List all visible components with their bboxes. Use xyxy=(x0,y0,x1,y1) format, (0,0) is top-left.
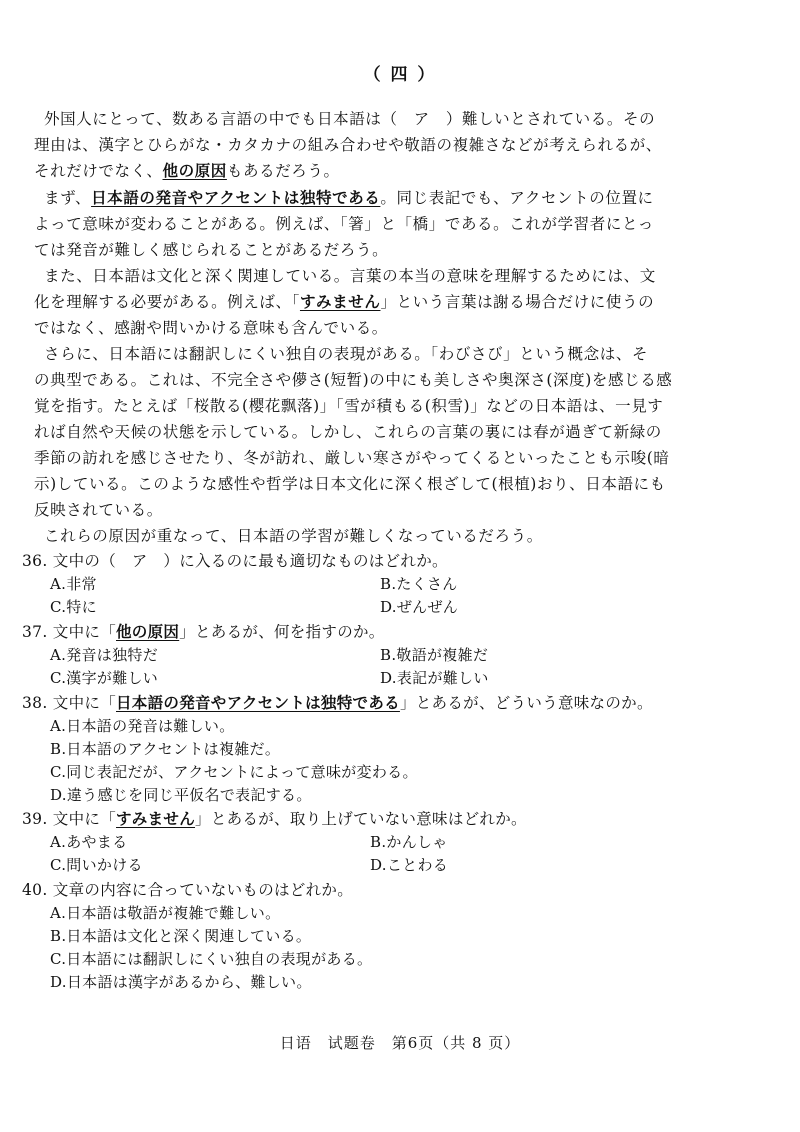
passage-line: 季節の訪れを感じさせたり、冬が訪れ、厳しい寒さがやってくるといったことも示唆(暗 xyxy=(34,449,670,467)
underlined-phrase: 他の原因 xyxy=(116,622,180,641)
passage-line: ては発音が難しく感じられることがあるだろう。 xyxy=(34,241,389,259)
option-39-a[interactable]: A.あやまる xyxy=(50,833,128,851)
option-38-d[interactable]: D.違う感じを同じ平仮名で表記する。 xyxy=(50,786,312,804)
question-40: 40. 文章の内容に合っていないものはどれか。 xyxy=(22,881,353,899)
passage-line: これらの原因が重なって、日本語の学習が難しくなっているだろう。 xyxy=(44,527,543,545)
option-38-c[interactable]: C.同じ表記だが、アクセントによって意味が変わる。 xyxy=(50,763,418,781)
passage-line: 反映されている。 xyxy=(34,501,163,519)
option-39-c[interactable]: C.問いかける xyxy=(50,856,143,874)
underlined-phrase: 日本語の発音やアクセントは独特である xyxy=(91,188,381,207)
passage-line: また、日本語は文化と深く関連している。言葉の本当の意味を理解するためには、文 xyxy=(44,267,656,285)
option-40-a[interactable]: A.日本語は敬語が複雑で難しい。 xyxy=(50,904,281,922)
option-40-d[interactable]: D.日本語は漢字があるから、難しい。 xyxy=(50,973,312,991)
underlined-phrase: すみません xyxy=(299,292,381,311)
underlined-phrase: 日本語の発音やアクセントは独特である xyxy=(116,693,400,712)
passage-line: 示)している。このような感性や哲学は日本文化に深く根ざして(根植)おり、日本語にも xyxy=(34,475,666,493)
option-37-a[interactable]: A.発音は独特だ xyxy=(50,646,159,664)
passage-line: それだけでなく、他の原因もあるだろう。 xyxy=(34,161,340,180)
question-39: 39. 文中に「すみません」とあるが、取り上げていない意味はどれか。 xyxy=(22,809,527,828)
option-37-d[interactable]: D.表記が難しい xyxy=(380,669,489,687)
underlined-phrase: 他の原因 xyxy=(162,161,227,180)
option-36-d[interactable]: D.ぜんぜん xyxy=(380,598,459,616)
passage-line: まず、日本語の発音やアクセントは独特である。同じ表記でも、アクセントの位置に xyxy=(44,188,654,207)
option-36-b[interactable]: B.たくさん xyxy=(380,575,458,593)
question-37: 37. 文中に「他の原因」とあるが、何を指すのか。 xyxy=(22,622,385,641)
underlined-phrase: すみません xyxy=(116,809,196,828)
passage-line: よって意味が変わることがある。例えば、「箸」と「橋」である。これが学習者にとっ xyxy=(34,215,654,233)
option-36-c[interactable]: C.特に xyxy=(50,598,97,616)
option-38-b[interactable]: B.日本語のアクセントは複雑だ。 xyxy=(50,740,281,758)
question-38: 38. 文中に「日本語の発音やアクセントは独特である」とあるが、どういう意味なのか。 xyxy=(22,693,653,712)
passage-line: 覚を指す。たとえば「桜散る(樱花飘落)」「雪が積もる(积雪)」などの日本語は、一見す xyxy=(34,397,664,415)
option-40-b[interactable]: B.日本語は文化と深く関連している。 xyxy=(50,927,312,945)
passage-line: 化を理解する必要がある。例えば、「すみません」という言葉は謝る場合だけに使うの xyxy=(34,292,655,311)
option-39-d[interactable]: D.ことわる xyxy=(370,856,449,874)
page-footer: 日语 试题卷 第6页（共 8 页） xyxy=(279,1034,521,1052)
passage-line: れば自然や天候の状態を示している。しかし、これらの言葉の裏には春が過ぎて新緑の xyxy=(34,423,662,441)
option-37-c[interactable]: C.漢字が難しい xyxy=(50,669,159,687)
option-37-b[interactable]: B.敬語が複雑だ xyxy=(380,646,489,664)
question-36: 36. 文中の（ ア ）に入るのに最も適切なものはどれか。 xyxy=(22,552,448,570)
passage-line: 理由は、漢字とひらがな・カタカナの組み合わせや敬語の複雑さなどが考えられるが、 xyxy=(34,136,662,154)
passage-line: さらに、日本語には翻訳しにくい独自の表現がある。「わびさび」という概念は、そ xyxy=(44,345,649,363)
section-title: （ 四 ） xyxy=(363,65,437,85)
option-40-c[interactable]: C.日本語には翻訳しにくい独自の表現がある。 xyxy=(50,950,373,968)
option-39-b[interactable]: B.かんしゃ xyxy=(370,833,448,851)
passage-line: ではなく、感謝や問いかける意味も含んでいる。 xyxy=(34,319,388,337)
option-38-a[interactable]: A.日本語の発音は難しい。 xyxy=(50,717,235,735)
option-36-a[interactable]: A.非常 xyxy=(50,575,97,593)
passage-line: の典型である。これは、不完全さや儚さ(短暂)の中にも美しさや奥深さ(深度)を感じる感 xyxy=(34,371,673,389)
passage-line: 外国人にとって、数ある言語の中でも日本語は（ ア ）難しいとされている。その xyxy=(44,110,656,128)
